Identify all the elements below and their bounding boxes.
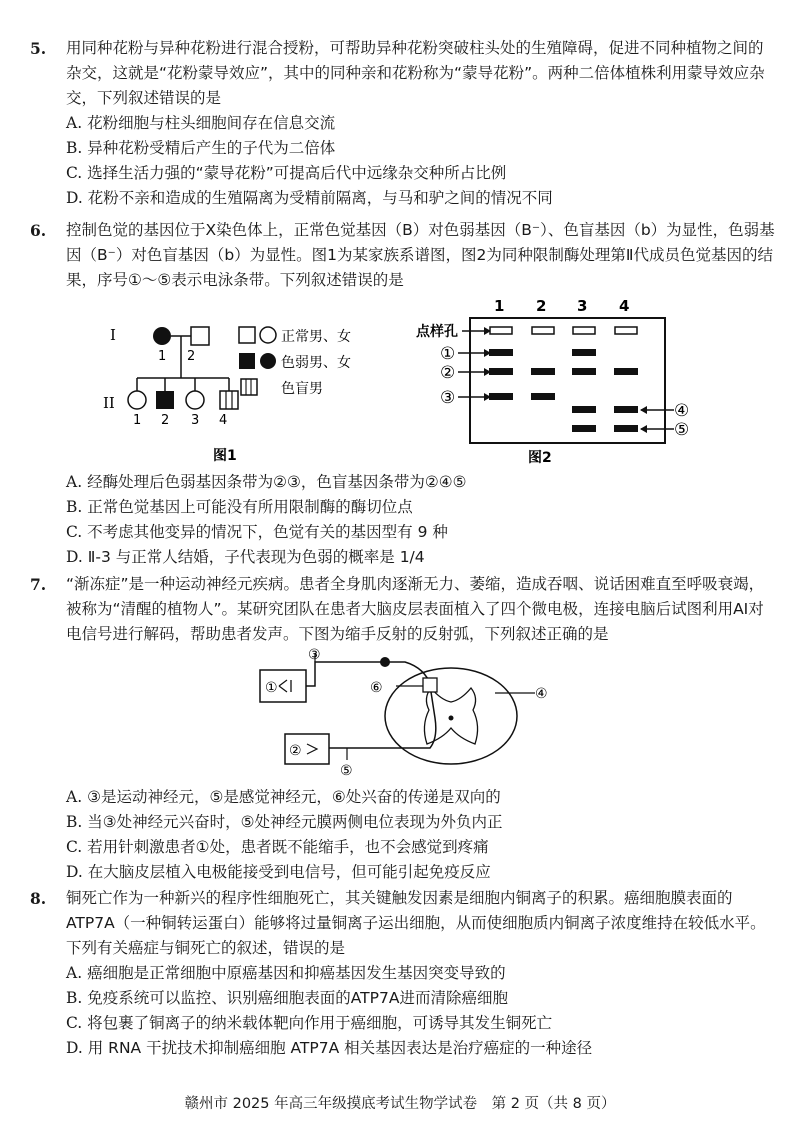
gel-frame <box>470 318 665 443</box>
band-label-1: ① <box>440 344 456 364</box>
label-ganglion-circle: ⑥ <box>370 680 383 696</box>
legend-male-colorweak <box>239 353 255 369</box>
legend-label-normal: 正常男、女 <box>281 329 351 345</box>
option-text: 癌细胞是正常细胞中原癌基因和抑癌基因发生基因突变导致的 <box>87 964 506 982</box>
well-lane-2 <box>532 327 554 334</box>
page-footer: 赣州市 2025 年高三年级摸底考试生物学试卷 第 2 页（共 8 页） <box>184 1096 616 1112</box>
band-4-lane-4 <box>614 406 638 413</box>
synapse-box <box>423 678 437 692</box>
option-label: B. <box>66 989 83 1007</box>
option-b <box>30 986 775 1011</box>
figure-2-caption: 图2 <box>528 450 552 466</box>
legend-male-normal <box>239 327 255 343</box>
option-d <box>30 186 775 211</box>
band-label-2: ② <box>440 363 456 383</box>
gen2-female-normal-1 <box>128 391 146 409</box>
figure-2-electrophoresis <box>412 294 702 469</box>
question-8-stem-block <box>30 886 775 961</box>
gen2-num-1: 1 <box>133 413 142 428</box>
option-label: A. <box>66 964 83 982</box>
legend-label-colorweak: 色弱男、女 <box>281 355 351 371</box>
question-number: 5. <box>30 39 47 58</box>
band-3-lane-2 <box>531 393 555 400</box>
option-label: A. <box>66 114 83 132</box>
option-label: C. <box>66 164 83 182</box>
question-number: 7. <box>30 575 47 594</box>
well-lane-1 <box>490 327 512 334</box>
option-c <box>30 1011 775 1036</box>
label-2: ② <box>289 743 302 759</box>
label-3: ③ <box>308 648 321 663</box>
legend-label-colorblind: 色盲男 <box>281 381 323 397</box>
option-label: C. <box>66 523 83 541</box>
option-c <box>30 520 775 545</box>
option-b <box>30 136 775 161</box>
ganglion <box>380 657 390 667</box>
option-label: B. <box>66 813 83 831</box>
option-c <box>30 161 775 186</box>
option-b <box>30 495 775 520</box>
option-a <box>30 111 775 136</box>
option-label: C. <box>66 1014 83 1032</box>
band-5-lane-4 <box>614 425 638 432</box>
band-1-lane-3 <box>572 349 596 356</box>
option-b <box>30 810 775 835</box>
option-text: 异种花粉受精后产生的子代为二倍体 <box>87 139 336 157</box>
option-text: 在大脑皮层植入电极能接受到电信号，但可能引起免疫反应 <box>87 863 491 881</box>
question-stem: “渐冻症”是一种运动神经元疾病。患者全身肌肉逐渐无力、萎缩，造成吞咽、说话困难直至呼吸衰竭，被称为“清醒的植物人”。某研究团队在患者大脑皮层表面植入了四个微电极，连接电脑后试图利用AI对电信号进行解码，帮助患者发声。下图为缩手反射的反射弧，下列叙述正确的是 <box>66 575 765 643</box>
well-label: 点样孔 <box>416 324 458 340</box>
band-2-lane-2 <box>531 368 555 375</box>
gen2-male-colorblind-4 <box>220 391 238 409</box>
gen2-male-colorweak-2 <box>156 391 174 409</box>
band-label-4: ④ <box>674 401 690 421</box>
option-text: 正常色觉基因上可能没有所用限制酶的酶切位点 <box>87 498 413 516</box>
generation-2-label: II <box>103 394 115 412</box>
question-7 <box>30 572 775 647</box>
option-text: 将包裹了铜离子的纳米载体靶向作用于癌细胞，可诱导其发生铜死亡 <box>87 1014 553 1032</box>
option-text: 选择生活力强的“蒙导花粉”可提高后代中远缘杂交种所占比例 <box>87 164 507 182</box>
option-text: 花粉细胞与柱头细胞间存在信息交流 <box>87 114 336 132</box>
question-6 <box>30 218 775 293</box>
band-2-lane-4 <box>614 368 638 375</box>
option-c <box>30 835 775 860</box>
lane-number-3: 3 <box>577 297 588 315</box>
option-d <box>30 860 775 885</box>
well-lane-3 <box>573 327 595 334</box>
reflex-arc-diagram <box>255 648 555 783</box>
question-7-options <box>30 785 775 885</box>
option-a <box>30 470 775 495</box>
question-6-options <box>30 470 775 570</box>
lane-number-4: 4 <box>619 297 630 315</box>
option-label: A. <box>66 788 83 806</box>
legend-male-colorblind <box>241 379 257 395</box>
gen2-num-2: 2 <box>161 413 170 428</box>
band-label-5: ⑤ <box>674 420 690 440</box>
gen1-male-normal <box>191 327 209 345</box>
question-7-stem-block <box>30 572 775 647</box>
option-text: Ⅱ-3 与正常人结婚，子代表现为色弱的概率是 1/4 <box>87 548 425 566</box>
option-label: D. <box>66 1039 83 1057</box>
question-8 <box>30 886 775 1061</box>
band-4-lane-3 <box>572 406 596 413</box>
option-text: 当③处神经元兴奋时，⑤处神经元膜两侧电位表现为外负内正 <box>87 813 503 831</box>
option-d <box>30 545 775 570</box>
question-number: 8. <box>30 889 47 908</box>
label-1: ① <box>265 680 278 696</box>
option-label: D. <box>66 863 83 881</box>
option-label: B. <box>66 139 83 157</box>
question-6-stem-block <box>30 218 775 293</box>
question-5-stem-block <box>30 36 775 111</box>
legend-female-colorweak <box>260 353 276 369</box>
label-5: ⑤ <box>340 763 353 779</box>
question-stem: 控制色觉的基因位于X染色体上，正常色觉基因（B）对色弱基因（B⁻）、色盲基因（b）为显性，色弱基因（B⁻）对色盲基因（b）为显性。图1为某家族系谱图，图2为同种限制酶处理第Ⅱ代成员色觉基因的结果，序号①～⑤表示电泳条带。下列叙述错误的是 <box>66 221 775 289</box>
option-text: 若用针刺激患者①处，患者既不能缩手，也不会感觉到疼痛 <box>87 838 489 856</box>
gen1-num-1: 1 <box>158 349 167 364</box>
option-text: ③是运动神经元，⑤是感觉神经元，⑥处兴奋的传递是双向的 <box>87 788 501 806</box>
option-d <box>30 1036 775 1061</box>
option-text: 用 RNA 干扰技术抑制癌细胞 ATP7A 相关基因表达是治疗癌症的一种途径 <box>87 1039 593 1057</box>
legend-female-normal <box>260 327 276 343</box>
gen2-female-normal-3 <box>186 391 204 409</box>
gen1-num-2: 2 <box>187 349 196 364</box>
figure-1-pedigree <box>95 318 370 468</box>
option-a <box>30 785 775 810</box>
option-text: 经酶处理后色弱基因条带为②③，色盲基因条带为②④⑤ <box>87 473 467 491</box>
band-label-3: ③ <box>440 388 456 408</box>
option-label: B. <box>66 498 83 516</box>
band-1-lane-1 <box>489 349 513 356</box>
option-text: 不考虑其他变异的情况下，色觉有关的基因型有 9 种 <box>87 523 448 541</box>
option-text: 花粉不亲和造成的生殖隔离为受精前隔离，与马和驴之间的情况不同 <box>87 189 553 207</box>
central-canal <box>449 716 454 721</box>
label-4: ④ <box>535 686 548 702</box>
question-5 <box>30 36 775 211</box>
option-a <box>30 961 775 986</box>
question-stem: 铜死亡作为一种新兴的程序性细胞死亡，其关键触发因素是细胞内铜离子的积累。癌细胞膜表面的 ATP7A（一种铜转运蛋白）能够将过量铜离子运出细胞，从而使细胞质内铜离子浓度维持在较低水平。下列有关癌症与铜死亡的叙述，错误的是 <box>66 889 766 957</box>
option-text: 免疫系统可以监控、识别癌细胞表面的ATP7A进而清除癌细胞 <box>87 989 508 1007</box>
generation-1-label: I <box>110 326 116 344</box>
option-label: C. <box>66 838 83 856</box>
figure-1-caption: 图1 <box>213 448 237 464</box>
band-3-lane-1 <box>489 393 513 400</box>
gen1-female-colorweak <box>153 327 171 345</box>
option-label: D. <box>66 548 83 566</box>
option-label: D. <box>66 189 83 207</box>
gen2-num-3: 3 <box>191 413 200 428</box>
band-2-lane-3 <box>572 368 596 375</box>
well-lane-4 <box>615 327 637 334</box>
band-5-lane-3 <box>572 425 596 432</box>
gen2-num-4: 4 <box>219 413 228 428</box>
option-label: A. <box>66 473 83 491</box>
lane-number-1: 1 <box>494 297 505 315</box>
question-stem: 用同种花粉与异种花粉进行混合授粉，可帮助异种花粉突破柱头处的生殖障碍，促进不同种植物之间的杂交，这就是“花粉蒙导效应”，其中的同种亲和花粉称为“蒙导花粉”。两种二倍体植株利用蒙导效应杂交，下列叙述错误的是 <box>66 39 765 107</box>
question-number: 6. <box>30 221 47 240</box>
lane-number-2: 2 <box>536 297 547 315</box>
band-2-lane-1 <box>489 368 513 375</box>
